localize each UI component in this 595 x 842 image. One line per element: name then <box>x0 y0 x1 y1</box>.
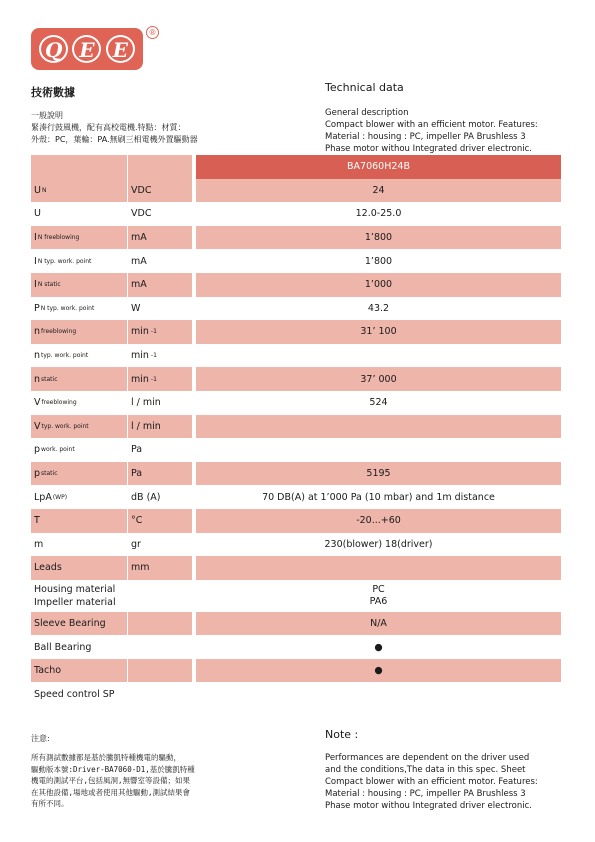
table-row <box>31 320 561 344</box>
unit-label: min <box>131 373 149 385</box>
param-subscript: N freeblowing <box>37 234 80 242</box>
param-symbol: V <box>34 420 41 432</box>
value-cell <box>196 415 561 439</box>
value-cell: 24 <box>196 179 561 203</box>
desc-en-line: Material : housing : PC, impeller PA Brushless 3 <box>325 132 526 142</box>
unit-label: mA <box>131 232 147 244</box>
value-cell: 12.0-25.0 <box>355 208 402 220</box>
param-cell <box>31 391 127 415</box>
param-cell <box>31 297 127 321</box>
note-cn-line: 驅動版本號:Driver-BA7060-D1,基於騰凱特種 <box>31 764 195 774</box>
unit-label: Pa <box>131 468 143 480</box>
feature-value: ● <box>196 659 561 683</box>
value-cell: 5195 <box>196 462 561 486</box>
housing-material-value: PC <box>372 583 385 595</box>
description-en <box>325 107 538 155</box>
note-en-line: Material : housing : PC, impeller PA Brushless 3 <box>325 789 526 799</box>
param-symbol: U <box>34 208 41 220</box>
param-symbol: P <box>34 302 40 314</box>
param-cell <box>31 179 127 203</box>
unit-exponent: -1 <box>150 328 157 336</box>
model-name: BA7060H24B <box>196 155 561 179</box>
table-row <box>31 485 561 509</box>
param-symbol: n <box>34 373 41 385</box>
logo-letter: E <box>72 35 101 63</box>
logo-letter: E <box>106 35 135 63</box>
feature-value: N/A <box>196 612 561 636</box>
note-en-line: and the conditions,The data in this spec. Sheet <box>325 765 526 775</box>
value-cell: 43.2 <box>367 302 390 314</box>
unit-cell <box>128 320 192 344</box>
desc-en-line: Phase motor withou Integrated driver electronic. <box>325 144 532 154</box>
unit-cell <box>128 273 192 297</box>
value-cell: 1’000 <box>196 273 561 297</box>
param-symbol: I <box>34 232 37 244</box>
value-cell: 70 DB(A) at 1’000 Pa (10 mbar) and 1m distance <box>262 491 495 503</box>
param-symbol: I <box>34 279 37 291</box>
table-row <box>31 226 561 250</box>
param-subscript: freeblowing <box>41 328 77 336</box>
param-symbol: n <box>34 326 41 338</box>
heading-cn: 技術數據 <box>31 86 75 99</box>
param-cell <box>31 533 127 557</box>
param-symbol: n <box>34 350 41 362</box>
feature-label: Ball Bearing <box>34 641 92 653</box>
table-row <box>31 415 561 439</box>
param-symbol: p <box>34 468 41 480</box>
unit-label: min <box>131 326 149 338</box>
param-cell <box>31 367 127 391</box>
unit-cell <box>128 344 192 368</box>
value-cell: -20...+60 <box>196 509 561 533</box>
table-row <box>31 179 561 203</box>
impeller-material-value: PA6 <box>369 595 388 607</box>
table-row <box>31 509 561 533</box>
param-symbol: Leads <box>34 562 62 574</box>
table-row <box>31 249 561 273</box>
unit-cell <box>128 485 192 509</box>
table-row-materials <box>31 580 561 612</box>
table-row <box>31 438 561 462</box>
param-subscript: work. point <box>41 446 75 454</box>
table-row <box>31 297 561 321</box>
heading-en: Technical data <box>325 81 404 94</box>
spec-table <box>31 155 561 706</box>
note-cn-line: 有所不同。 <box>31 799 69 808</box>
table-row <box>31 556 561 580</box>
desc-cn-line: 外殼：PC，葉輪：PA.無刷三相電機外置驅動器 <box>31 135 198 144</box>
value-cell: 31’ 100 <box>196 320 561 344</box>
table-row <box>31 273 561 297</box>
param-cell <box>31 249 127 273</box>
unit-label: gr <box>131 538 141 550</box>
param-subscript: freeblowing <box>41 399 77 407</box>
unit-cell <box>128 635 192 659</box>
value-cell: 230(blower) 18(driver) <box>324 538 433 550</box>
desc-en-line: Compact blower with an efficient motor. Features: <box>325 120 538 130</box>
unit-cell <box>128 202 192 226</box>
unit-label: mA <box>131 255 147 267</box>
param-cell <box>31 556 127 580</box>
param-subscript: N typ. work. point <box>40 304 95 312</box>
feature-label: Speed control SP <box>34 688 115 700</box>
feature-label: Sleeve Bearing <box>31 612 127 636</box>
note-cn-title: 注意: <box>31 734 50 743</box>
param-subscript: N <box>41 186 47 194</box>
param-cell <box>31 344 127 368</box>
value-cell: 1’800 <box>364 255 393 267</box>
unit-cell <box>128 391 192 415</box>
param-symbol: U <box>34 184 41 196</box>
unit-cell <box>128 415 192 439</box>
unit-cell <box>128 682 192 706</box>
value-cell: 524 <box>369 397 388 409</box>
param-symbol: T <box>34 515 40 527</box>
value-cell: 1’800 <box>196 226 561 250</box>
unit-cell <box>128 533 192 557</box>
param-symbol: m <box>34 538 44 550</box>
param-cell <box>31 485 127 509</box>
unit-cell <box>128 612 192 636</box>
feature-value: ● <box>374 641 383 653</box>
desc-cn-line: 一般說明 <box>31 111 63 120</box>
param-symbol: V <box>34 397 41 409</box>
note-cn-body <box>31 752 195 810</box>
unit-label: W <box>131 302 141 314</box>
param-symbol: LpA <box>34 491 52 503</box>
housing-material-label: Housing material <box>34 583 116 595</box>
table-row <box>31 533 561 557</box>
unit-cell <box>128 297 192 321</box>
table-row <box>31 635 561 659</box>
value-cell <box>196 556 561 580</box>
unit-label: l / min <box>131 420 161 432</box>
param-symbol: p <box>34 444 41 456</box>
unit-cell <box>128 438 192 462</box>
table-header-row <box>31 155 561 179</box>
description-cn <box>31 110 198 146</box>
desc-cn-line: 緊湊行鼓風機，配有高校電機.特點：材質： <box>31 123 186 132</box>
note-en-title: Note : <box>325 728 359 741</box>
param-cell <box>31 415 127 439</box>
note-en-body <box>325 752 538 812</box>
value-cell <box>196 344 561 368</box>
qee-logo <box>31 28 143 70</box>
unit-exponent: -1 <box>150 352 157 360</box>
unit-cell <box>128 509 192 533</box>
registered-mark: ® <box>146 26 159 39</box>
note-en-line: Phase motor withou Integrated driver electronic. <box>325 801 532 811</box>
param-cell <box>31 226 127 250</box>
param-cell <box>31 509 127 533</box>
param-subscript: static <box>41 470 58 478</box>
table-row <box>31 202 561 226</box>
material-values <box>196 580 561 612</box>
note-cn-line: 機電的測試平台,包括風洞,無響室等設備；如果 <box>31 776 191 785</box>
unit-exponent: -1 <box>150 375 157 383</box>
table-row <box>31 367 561 391</box>
unit-cell <box>128 580 192 612</box>
unit-label: l / min <box>131 397 161 409</box>
param-subscript: N typ. work. point <box>37 257 92 265</box>
value-cell <box>196 438 561 462</box>
table-row <box>31 391 561 415</box>
param-subscript: (WP) <box>52 493 68 501</box>
table-row <box>31 462 561 486</box>
note-en-line: Compact blower with an efficient motor. Features: <box>325 777 538 787</box>
unit-label: mm <box>131 562 150 574</box>
material-labels <box>31 580 127 612</box>
param-subscript: N static <box>37 281 61 289</box>
unit-cell <box>128 462 192 486</box>
impeller-material-label: Impeller material <box>34 596 116 608</box>
unit-cell <box>128 659 192 683</box>
unit-label: °C <box>131 515 143 527</box>
param-subscript: static <box>41 375 58 383</box>
note-cn-line: 所有測試數據都是基於騰凱特種機電的驅動， <box>31 753 181 762</box>
logo-letter: Q <box>39 35 68 63</box>
param-subscript: typ. work. point <box>41 352 89 360</box>
unit-label: dB (A) <box>131 491 161 503</box>
unit-cell <box>128 556 192 580</box>
feature-value <box>196 682 561 706</box>
table-row <box>31 682 561 706</box>
note-cn-line: 在其他設備,場地或者使用其他驅動,測試結果會 <box>31 787 191 797</box>
desc-en-line: General description <box>325 108 409 118</box>
param-cell <box>31 438 127 462</box>
unit-label: VDC <box>131 184 152 196</box>
unit-cell <box>128 179 192 203</box>
param-symbol: I <box>34 255 37 267</box>
table-row <box>31 612 561 636</box>
param-cell <box>31 320 127 344</box>
unit-cell <box>128 367 192 391</box>
table-row <box>31 344 561 368</box>
unit-label: mA <box>131 279 147 291</box>
table-row <box>31 659 561 683</box>
param-cell <box>31 462 127 486</box>
note-en-line: Performances are dependent on the driver used <box>325 753 530 763</box>
feature-label: Tacho <box>31 659 127 683</box>
param-subscript: typ. work. point <box>41 422 89 430</box>
unit-label: VDC <box>131 208 152 220</box>
param-cell <box>31 202 127 226</box>
unit-cell <box>128 226 192 250</box>
unit-label: Pa <box>131 444 143 456</box>
value-cell: 37’ 000 <box>196 367 561 391</box>
unit-label: min <box>131 350 149 362</box>
param-cell <box>31 273 127 297</box>
unit-cell <box>128 249 192 273</box>
